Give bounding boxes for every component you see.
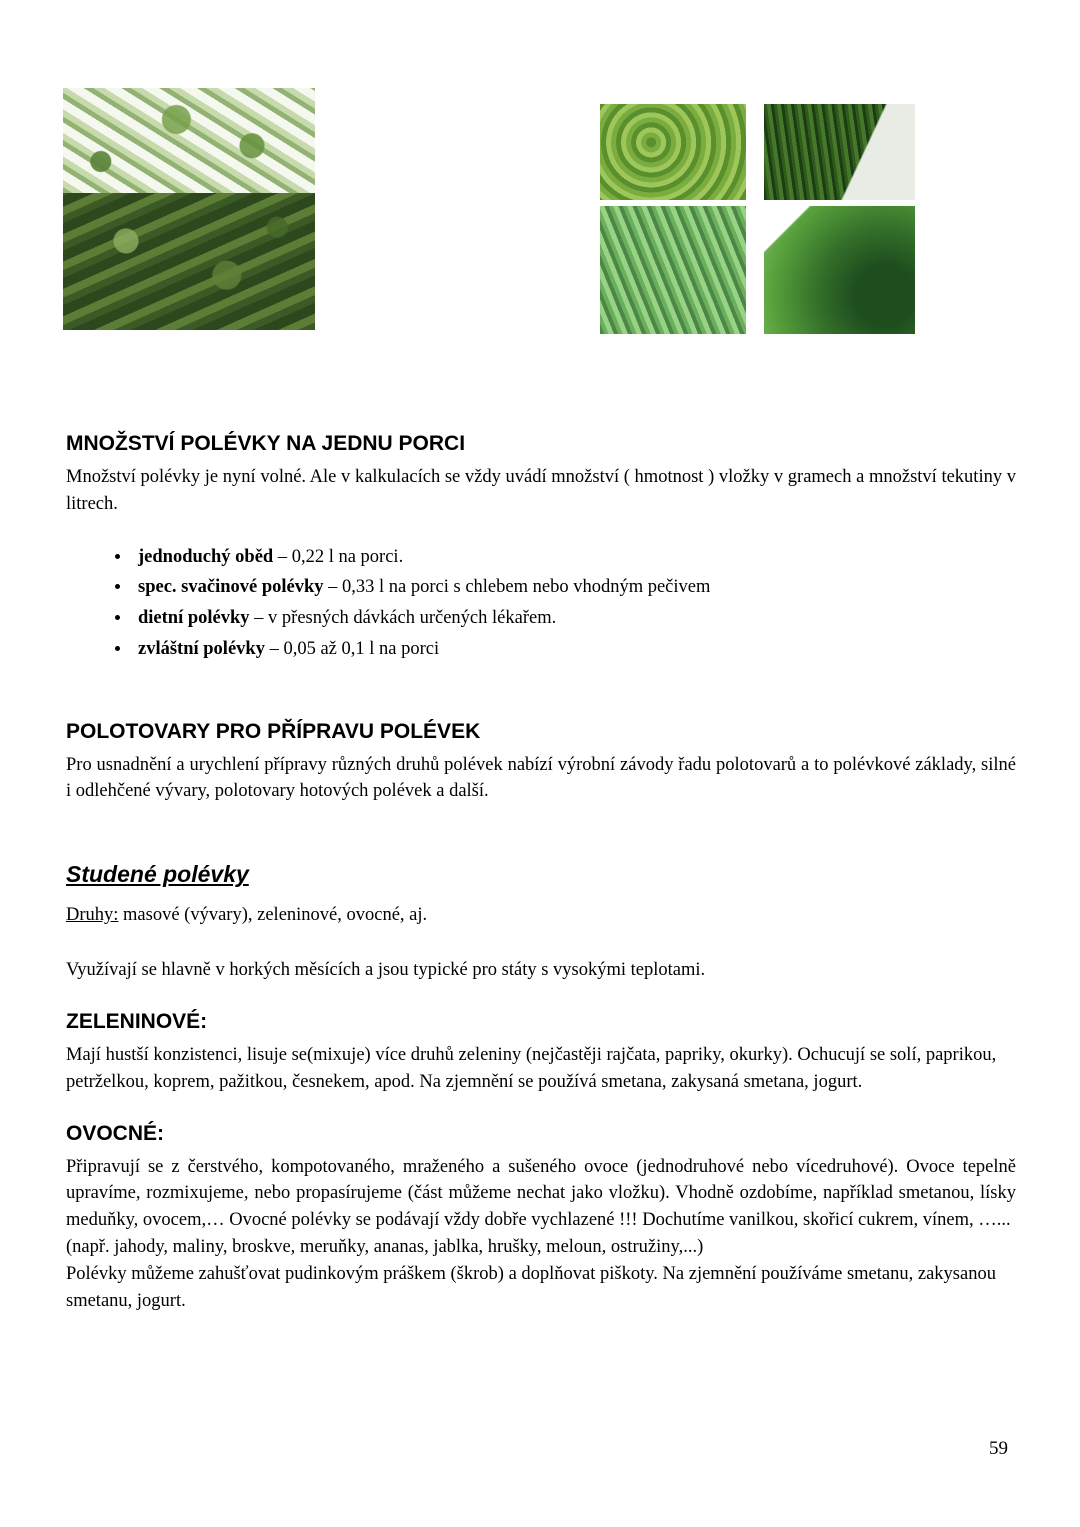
portion-list — [132, 544, 1016, 664]
list-item-svacinove — [132, 574, 1016, 602]
marjoram-herb-photo — [63, 193, 315, 330]
herbs-collage-photo — [63, 88, 315, 330]
dill-photo — [600, 206, 746, 334]
studene-usage-paragraph: Využívají se hlavně v horkých měsících a jsou typické pro státy s vysokými teplotami. — [66, 960, 706, 981]
section-heading-polotovary: POLOTOVARY PRO PŘÍPRAVU POLÉVEK — [66, 719, 481, 743]
mnozstvi-intro-paragraph: Množství polévky je nyní volné. Ale v kalkulacích se vždy uvádí množství ( hmotnost ) vložky v gramech a množství tekutiny v litrech. — [66, 467, 1016, 514]
list-item-obed — [132, 544, 1016, 572]
list-item-dietni — [132, 605, 1016, 633]
bullet-term: jednoduchý oběd — [138, 546, 274, 567]
ovocne-paragraph-1: Připravují se z čerstvého, kompotovaného, mraženého a sušeného ovoce (jednodruhové nebo vícedruhové). Ovoce tepelně upravíme, rozmixujeme, nebo propasírujeme (část můžeme nechat jako vložku). Vhodně ozdobíme, například smetanou, lísky meduňky, ovocem,… Ovocné polévky se podávají vždy dobře vychlazené !!! Dochutíme vanilkou, skořicí cukrem, vínem, …... — [66, 1156, 1016, 1231]
bullet-term: zvláštní polévky — [138, 638, 265, 659]
page-content — [66, 432, 1016, 1314]
bullet-term: spec. svačinové polévky — [138, 577, 324, 598]
chives-photo — [764, 104, 915, 200]
page-number: 59 — [989, 1438, 1008, 1459]
herb-photo-grid — [600, 104, 915, 346]
bullet-rest: – v přesných dávkách určených lékařem. — [249, 608, 557, 629]
section-heading-zeleninove: ZELENINOVÉ: — [66, 1009, 208, 1033]
parsley-photo — [600, 104, 746, 200]
ovocne-paragraph-3: Polévky můžeme zahušťovat pudinkovým práškem (škrob) a doplňovat piškoty. Na zjemnění používáme smetanu, zakysanou smetanu, jogurt. — [66, 1263, 996, 1311]
section-heading-studene-polevky: Studené polévky — [66, 861, 249, 888]
polotovary-paragraph: Pro usnadnění a urychlení přípravy různých druhů polévek nabízí výrobní závody řadu polotovarů a to polévkové základy, silné i odlehčené vývary, polotovary hotových polévek a další. — [66, 754, 1016, 802]
bullet-term: dietní polévky — [138, 608, 250, 629]
druhy-line — [66, 902, 1016, 929]
basil-photo — [764, 206, 915, 334]
bullet-rest: – 0,22 l na porci. — [273, 546, 404, 567]
druhy-label: Druhy: — [66, 905, 119, 926]
bullet-rest: – 0,05 až 0,1 l na porci — [264, 638, 440, 659]
list-item-zvlastni — [132, 636, 1016, 664]
bullet-rest: – 0,33 l na porci s chlebem nebo vhodným pečivem — [323, 577, 711, 598]
section-heading-mnozstvi: MNOŽSTVÍ POLÉVKY NA JEDNU PORCI — [66, 432, 466, 455]
druhy-text: masové (vývary), zeleninové, ovocné, aj. — [118, 905, 428, 926]
section-heading-ovocne: OVOCNÉ: — [66, 1121, 165, 1145]
zeleninove-paragraph: Mají hustší konzistenci, lisuje se(mixuje) více druhů zeleniny (nejčastěji rajčata, papriky, okurky). Ochucují se solí, paprikou, petrželkou, koprem, pažitkou, česnekem, apod. Na zjemnění se používá smetana, zakysaná smetana, jogurt. — [66, 1044, 997, 1092]
tarragon-herb-photo — [63, 88, 315, 193]
ovocne-paragraph-2: (např. jahody, maliny, broskve, meruňky, ananas, jablka, hrušky, meloun, ostružiny,...) — [66, 1236, 704, 1257]
